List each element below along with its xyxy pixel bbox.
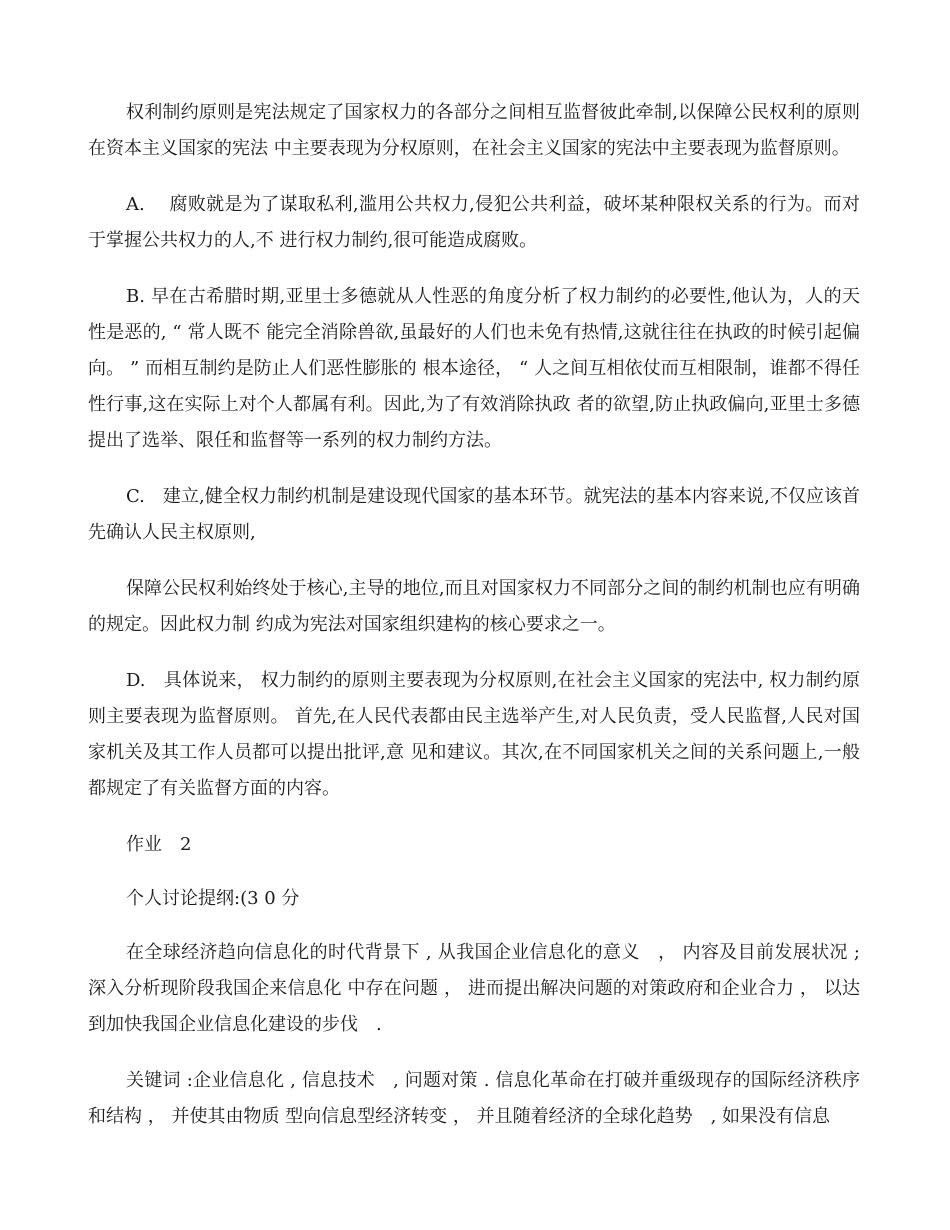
outline-heading: 个人讨论提纲:(3 0 分: [126, 888, 300, 909]
paragraph-keywords: 关键词 :企业信息化 , 信息技术 , 问题对策 . 信息化革命在打破并重级现存的国际经济秩序和结构 ， 并使其由物质 型向信息型经济转变 ， 并且随着经济的全球化趋势 , 如果没有信息: [88, 1070, 860, 1127]
paragraph-b: B. 早在古希腊时期,亚里士多德就从人性恶的角度分析了权力制约的必要性,他认为，人的天性是恶的, “ 常人既不 能完全消除兽欲,虽最好的人们也未免有热情,这就往往在执政的时候引起偏向。 ” 而相互制约是防止人们恶性膨胀的 根本途径， “ 人之间互相依仗而互相限制，谁都不得任性行事,这在实际上对个人都属有利。因此,为了有效消除执政 者的欲望,防止执政偏向,亚里士多德提出了选举、限任和监督等一系列的权力制约方法。: [88, 286, 860, 451]
assignment-heading: 作业 2: [126, 834, 192, 855]
paragraph-intro: 权利制约原则是宪法规定了国家权力的各部分之间相互监督彼此牵制,以保障公民权利的原则在资本主义国家的宪法 中主要表现为分权原则，在社会主义国家的宪法中主要表现为监督原则。: [88, 102, 860, 159]
paragraph-c: C. 建立,健全权力制约机制是建设现代国家的基本环节。就宪法的基本内容来说,不仅应该首先确认人民主权原则,: [88, 486, 860, 543]
document-page: [88, 95, 860, 1155]
paragraph-abstract: 在全球经济趋向信息化的时代背景下 , 从我国企业信息化的意义 ， 内容及目前发展状况 ; 深入分析现阶段我国企来信息化 中存在问题 ， 进而提出解决问题的对策政府和企业合力 ， 以达到加快我国企业信息化建设的步伐 .: [88, 942, 860, 1035]
paragraph-d: D. 具体说来， 权力制约的原则主要表现为分权原则,在社会主义国家的宪法中, 权力制约原则主要表现为监督原则。 首先,在人民代表都由民主选举产生,对人民负责，受人民监督,人民对国家机关及其工作人员都可以提出批评,意 见和建议。其次,在不同国家机关之间的关系问题上,一般都规定了有关监督方面的内容。: [88, 670, 860, 799]
paragraph-c-continued: 保障公民权利始终处于核心,主导的地位,而且对国家权力不同部分之间的制约机制也应有明确的规定。因此权力制 约成为宪法对国家组织建构的核心要求之一。: [88, 578, 860, 635]
paragraph-a: A. 腐败就是为了谋取私利,滥用公共权力,侵犯公共利益，破坏某种限权关系的行为。而对于掌握公共权力的人,不 进行权力制约,很可能造成腐败。: [88, 194, 860, 251]
